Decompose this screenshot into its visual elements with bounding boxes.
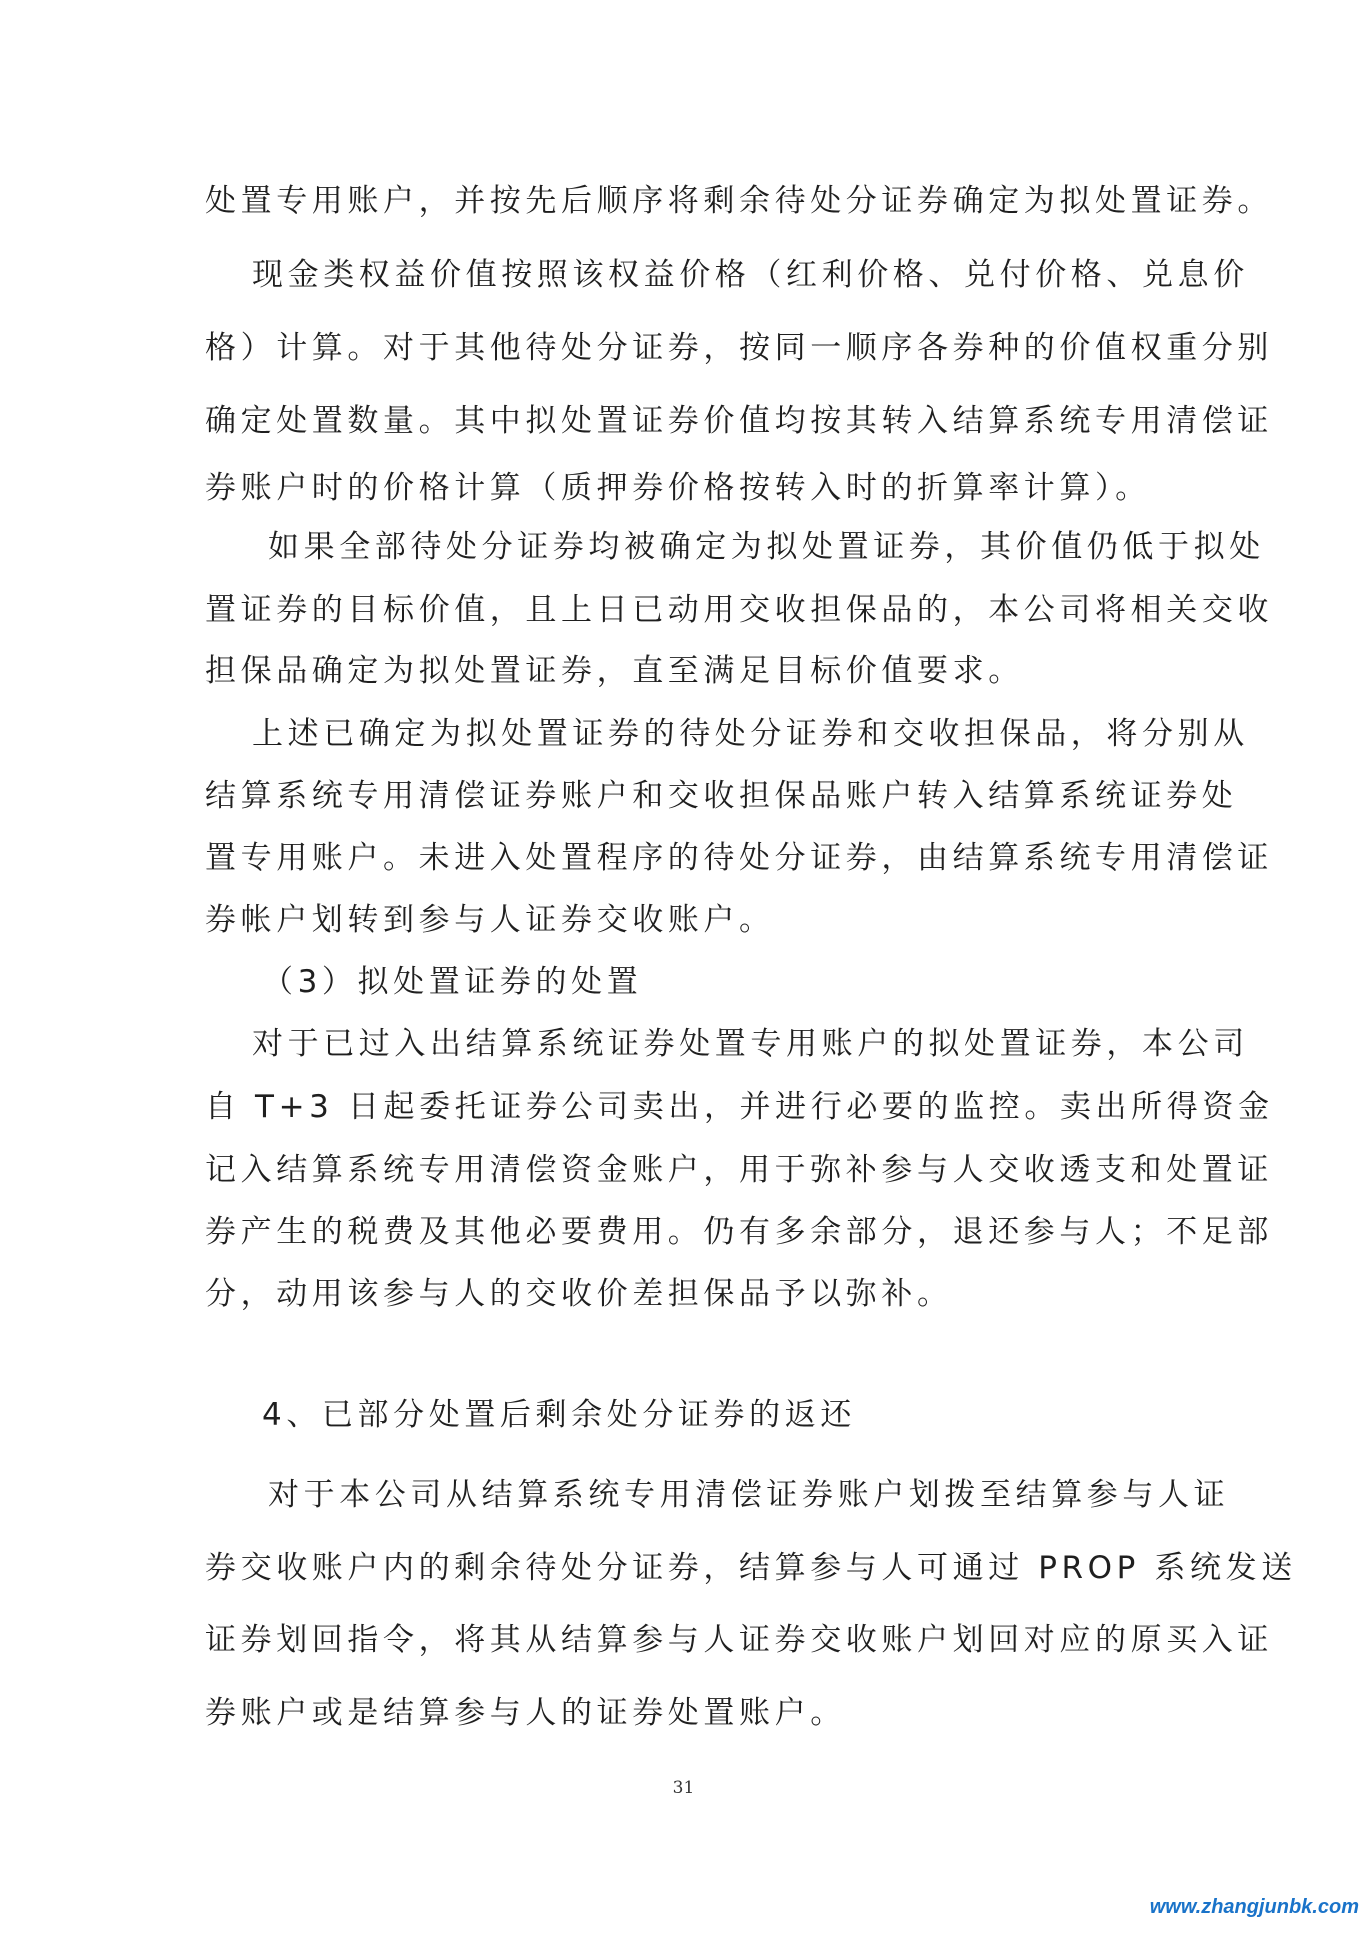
text-line: 券账户时的价格计算（质押券价格按转入时的折算率计算）。 — [205, 470, 1151, 506]
text-line: 处置专用账户，并按先后顺序将剩余待处分证券确定为拟处置证券。 — [205, 183, 1273, 219]
text-line: 担保品确定为拟处置证券，直至满足目标价值要求。 — [205, 653, 1024, 689]
text-line: 分，动用该参与人的交收价差担保品予以弥补。 — [205, 1276, 953, 1312]
text-line: 券产生的税费及其他必要费用。仍有多余部分，退还参与人；不足部 — [205, 1214, 1273, 1250]
text-line: 格）计算。对于其他待处分证券，按同一顺序各券种的价值权重分别 — [205, 330, 1273, 366]
section-heading: 4、已部分处置后剩余处分证券的返还 — [262, 1397, 856, 1433]
text-line: 券帐户划转到参与人证券交收账户。 — [205, 902, 775, 938]
page-number: 31 — [672, 1778, 695, 1798]
text-line: 记入结算系统专用清偿资金账户，用于弥补参与人交收透支和处置证 — [205, 1152, 1273, 1188]
text-line: 置专用账户。未进入处置程序的待处分证券，由结算系统专用清偿证 — [205, 840, 1273, 876]
text-line: 对于已过入出结算系统证券处置专用账户的拟处置证券，本公司 — [252, 1026, 1249, 1062]
section-heading: （3）拟处置证券的处置 — [262, 964, 643, 1000]
text-line: 券账户或是结算参与人的证券处置账户。 — [205, 1695, 846, 1731]
text-line: 现金类权益价值按照该权益价格（红利价格、兑付价格、兑息价 — [252, 257, 1249, 293]
text-line: 对于本公司从结算系统专用清偿证券账户划拨至结算参与人证 — [268, 1477, 1230, 1513]
text-line: 自 T+3 日起委托证券公司卖出，并进行必要的监控。卖出所得资金 — [205, 1089, 1274, 1125]
text-line: 结算系统专用清偿证券账户和交收担保品账户转入结算系统证券处 — [205, 778, 1238, 814]
text-line: 上述已确定为拟处置证券的待处分证券和交收担保品，将分别从 — [252, 716, 1249, 752]
watermark: www.zhangjunbk.com — [1149, 1896, 1359, 1918]
text-line: 如果全部待处分证券均被确定为拟处置证券，其价值仍低于拟处 — [268, 529, 1265, 565]
text-line: 券交收账户内的剩余待处分证券，结算参与人可通过 PROP 系统发送 — [205, 1550, 1297, 1586]
text-line: 确定处置数量。其中拟处置证券价值均按其转入结算系统专用清偿证 — [205, 403, 1273, 439]
text-line: 证券划回指令，将其从结算参与人证券交收账户划回对应的原买入证 — [205, 1622, 1273, 1658]
text-line: 置证券的目标价值，且上日已动用交收担保品的，本公司将相关交收 — [205, 592, 1273, 628]
